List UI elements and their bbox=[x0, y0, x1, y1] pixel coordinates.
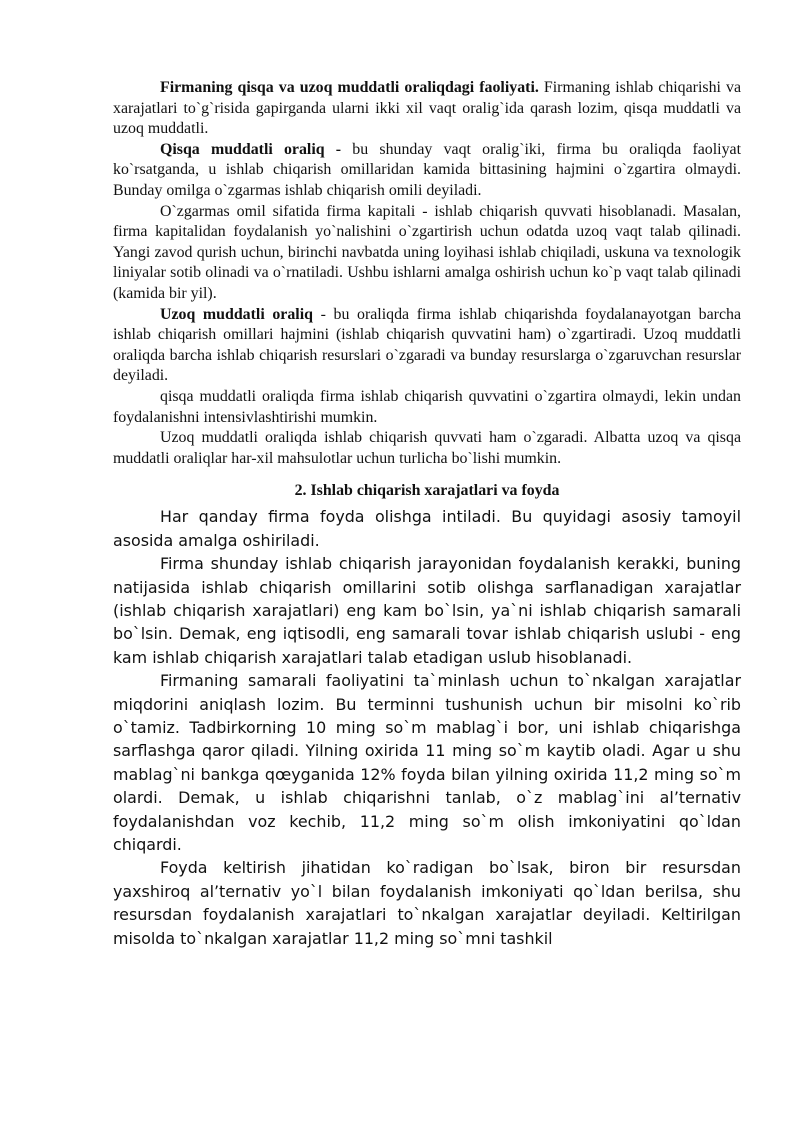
paragraph: Uzoq muddatli oraliqda ishlab chiqarish quvvati ham o`zgaradi. Albatta uzoq va qisqa muddatli oraliqlar har-xil mahsulotlar uchun turlicha bo`lishi mumkin. bbox=[113, 429, 741, 467]
section-costs-profit bbox=[113, 505, 741, 950]
paragraph-text: Firmaning ishlab chiqarishi va xarajatlari to`g`risida gapirganda ularni ikki xil vaqt oralig`ida qarash lozim, qisqa muddatli va uzoq muddatli. bbox=[113, 79, 742, 138]
paragraph-title: Uzoq muddatli oraliq bbox=[160, 305, 313, 323]
paragraph-title: Firmaning qisqa va uzoq muddatli oraliqdagi faoliyati. bbox=[160, 79, 539, 96]
paragraph bbox=[113, 78, 741, 140]
document-page bbox=[113, 78, 741, 950]
paragraph: qisqa muddatli oraliqda firma ishlab chiqarish quvvatini o`zgartira olmaydi, lekin undan foydalanishni intensivlashtirishi mumkin. bbox=[113, 387, 741, 426]
paragraph-text: - bu oraliqda firma ishlab chiqarishda foydalanayotgan barcha ishlab chiqarish omillari hajmini (ishlab chiqarish quvvatini ham) o`zgartiradi. Uzoq muddatli oraliqda barcha ishlab chiqarish resurslari o`zgaradi va bunday resurslarga o`zgaruvchan resurslar deyiladi. bbox=[113, 305, 742, 385]
paragraph: Foyda keltirish jihatidan ko`radigan bo`lsak, biron bir resursdan yaxshiroq al’ternativ yo`l bilan foydalanish imkoniyati qo`ldan berilsa, shu resursdan foydalanish xarajatlari to`nkalgan xarajatlar deyiladi. Keltirilgan misolda to`nkalgan xarajatlar 11,2 ming so`mni tashkil bbox=[113, 858, 741, 948]
paragraph: O`zgarmas omil sifatida firma kapitali - ishlab chiqarish quvvati hisoblanadi. Masalan, firma kapitalidan foydalanish yo`nalishini o`zgartirish uchun odatda uzoq vaqt talab qilinadi. Yangi zavod qurish uchun, birinchi navbatda uning loyihasi ishlab chiqiladi, uskuna va texnologik liniyalar sotib olinadi va o`rnatiladi. Ushbu ishlarni amalga oshirish uchun ko`p vaqt talab qilinadi (kamida bir yil). bbox=[113, 202, 741, 302]
paragraph: Firma shunday ishlab chiqarish jarayonidan foydalanish kerakki, buning natijasida ishlab chiqarish omillarini sotib olishga sarflanadigan xarajatlar (ishlab chiqarish xarajatlari) eng kam bo`lsin, ya`ni ishlab chiqarish samarali bo`lsin. Demak, eng iqtisodli, eng samarali tovar ishlab chiqarish uslubi - eng kam ishlab chiqarish xarajatlari talab etadigan uslub hisoblanadi. bbox=[113, 554, 741, 667]
paragraph: Har qanday firma foyda olishga intiladi. Bu quyidagi asosiy tamoyil asosida amalga oshiriladi. bbox=[113, 507, 741, 550]
paragraph bbox=[113, 140, 741, 202]
section-heading: 2. Ishlab chiqarish xarajatlari va foyda bbox=[294, 482, 560, 500]
section-short-long-term bbox=[113, 78, 741, 469]
paragraph-text: bu shunday vaqt oralig`iki, firma bu oraliqda faoliyat ko`rsatganda, u ishlab chiqarish omillaridan kamida bittasining hajmini o`zgartira olmaydi. Bunday omilga o`zgarmas ishlab chiqarish omili deyiladi. bbox=[113, 140, 741, 199]
paragraph-title: Qisqa muddatli oraliq - bbox=[160, 140, 342, 158]
paragraph bbox=[113, 305, 741, 387]
paragraph: Firmaning samarali faoliyatini ta`minlash uchun to`nkalgan xarajatlar miqdorini aniqlash lozim. Bu terminni tushunish uchun bir misolni ko`rib o`tamiz. Tadbirkorning 10 ming so`m mablag`i bor, uni ishlab chiqarishga sarflashga qaror qiladi. Yilning oxirida 11 ming so`m kaytib oladi. Agar u shu mablag`ni bankga qœyganida 12% foyda bilan yilning oxirida 11,2 ming so`m olardi. Demak, u ishlab chiqarishni tanlab, o`z mablag`ini al’ternativ foydalanishdan voz kechib, 11,2 ming so`m olish imkoniyatini qo`ldan chiqardi. bbox=[113, 671, 741, 854]
